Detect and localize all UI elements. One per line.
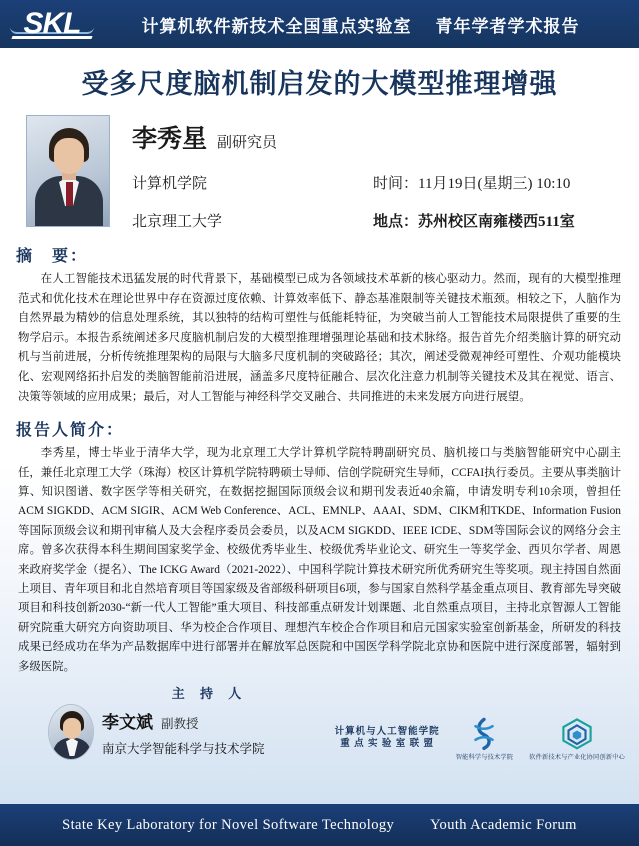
header-event-title: 青年学者学术报告 [435,16,580,36]
sponsor-collab-center [529,716,625,761]
poster-footer [0,804,639,846]
host-block [0,683,639,769]
speaker-name: 李秀星 [132,126,208,153]
speaker-portrait [26,115,110,227]
host-portrait [48,704,94,760]
speaker-block [0,111,639,233]
host-info [102,704,265,757]
sponsor-lab-line1: 计算机与人工智能学院 [334,726,440,737]
talk-place-label: 地点： [373,214,419,230]
speaker-rank: 副研究员 [217,135,278,151]
speaker-affiliation-row [132,210,621,231]
speaker-department-row [132,172,621,193]
speaker-info [110,115,621,231]
speaker-department: 计算机学院 [132,176,208,192]
sponsor-logos [335,716,625,761]
host-rank: 副教授 [161,716,199,731]
host-label: 主 持 人 [171,685,248,701]
bio-heading: 报告人简介： [16,422,125,440]
talk-place [373,210,613,231]
speaker-name-row [132,119,621,155]
host-name-row [102,708,265,733]
sponsor-intelligent-science [456,716,514,761]
bio-text: 李秀星，博士毕业于清华大学，现为北京理工大学计算机学院特聘副研究员、脑机接口与类脑智能研究中心副主任，兼任北京理工大学（珠海）校区计算机学院特聘硕士导师、信创学院研究生导师，CCFAI执行委员。主要从事类脑计算、知识图谱、数字医学等相关研究，在数据挖掘国际顶级会议和期刊发表近40余篇，申请发明专利10余项，曾担任ACM SIGKDD、ACM SIGIR、ACM Web Conference、ACL、EMNLP、AAAI、SDM、CIKM和TKDE、Information Fusion等国际顶级会议和期刊审稿人及大会程序委员会委员，以及ACM SIGKDD、IEEE ICDE、SDM等国际会议的网络分会主席。曾多次获得本科生期间国家奖学金、校级优秀毕业生、校级优秀毕业论文、研究生一等奖学金、西贝尔学者、周恩来政府奖学金（提名）、The ICKG Award（2021-2022）、中国科学院计算技术研究所优秀研究生等奖项。现主持国自然面上项目、青年项目和北自然培育项目等国家级及省部级科研项目6项，参与国家自然科学基金重点项目、教育部先导突破项目和科技创新2030-“新一代人工智能”重大项目、科技部重点研发计划课题、北自然重点项目，主持北京智源人工智能研究院重大研究方向资助项目、华为校企合作项目、理想汽车校企合作项目和启元国家实验室创新基金，所研发的科技成果已经成功在华为产品数据库中进行部署并在解放军总医院和中国医学科学院北京协和医院中进行深度部署，辐射到多级医院。 [18,447,621,673]
footer-lab-name: State Key Laboratory for Novel Software Technology [62,816,395,833]
intelligent-science-logo-icon [467,716,501,750]
talk-title: 受多尺度脑机制启发的大模型推理增强 [81,69,558,99]
talk-time-value: 11月19日(星期三) 10:10 [418,176,571,192]
poster-header [0,0,639,48]
abstract-text: 在人工智能技术迅猛发展的时代背景下，基础模型已成为各领域技术革新的核心驱动力。然而，现有的大模型推理范式和优化技术在理论世界中存在资源过度依赖、计算效率低下、静态基准限制等关键技术瓶颈。相较之下，人脑作为自然界最为精妙的信息处理系统，其以独特的结构可塑性与低能耗特征，为突破当前人工智能技术局限提供了重要的生物学启示。本报告系统阐述多尺度脑机制启发的大模型推理增强理论基础和技术脉络。报告首先介绍类脑计算的研究动机与当前进展，分析传统推理架构的局限与大脑多尺度机制的突破路径；其次，阐述受微观神经可塑性、介观功能模块化、宏观网络拓扑启发的类脑智能前沿进展，涵盖多尺度特征融合、层次化注意力机制等关键技术及其在视觉、语言、决策等领域的应用成果；最后，对人工智能与神经科学交叉融合、共同推进的未来发展方向进行展望。 [18,273,621,403]
talk-time-label: 时间： [373,176,419,192]
host-organization: 南京大学智能科学与技术学院 [102,741,265,756]
sponsor-lab-alliance [335,726,440,752]
talk-place-value: 苏州校区南雍楼西511室 [418,214,575,230]
sponsor-collab-center-caption: 软件新技术与产业化协同创新中心 [529,753,625,761]
logo-text: SKL [23,7,81,40]
skl-logo [8,4,96,44]
host-name: 李文斌 [102,712,153,732]
speaker-affiliation: 北京理工大学 [132,214,223,230]
talk-time [373,172,613,193]
abstract-heading: 摘 要： [16,248,89,265]
header-title-group [96,12,631,37]
sponsor-intelligent-science-caption: 智能科学与技术学院 [455,753,514,761]
footer-forum-name: Youth Academic Forum [430,816,577,833]
header-lab-title: 计算机软件新技术全国重点实验室 [141,16,412,36]
sponsor-lab-line2: 重 点 实 验 室 联 盟 [340,739,435,750]
collab-center-logo-icon [560,716,594,750]
